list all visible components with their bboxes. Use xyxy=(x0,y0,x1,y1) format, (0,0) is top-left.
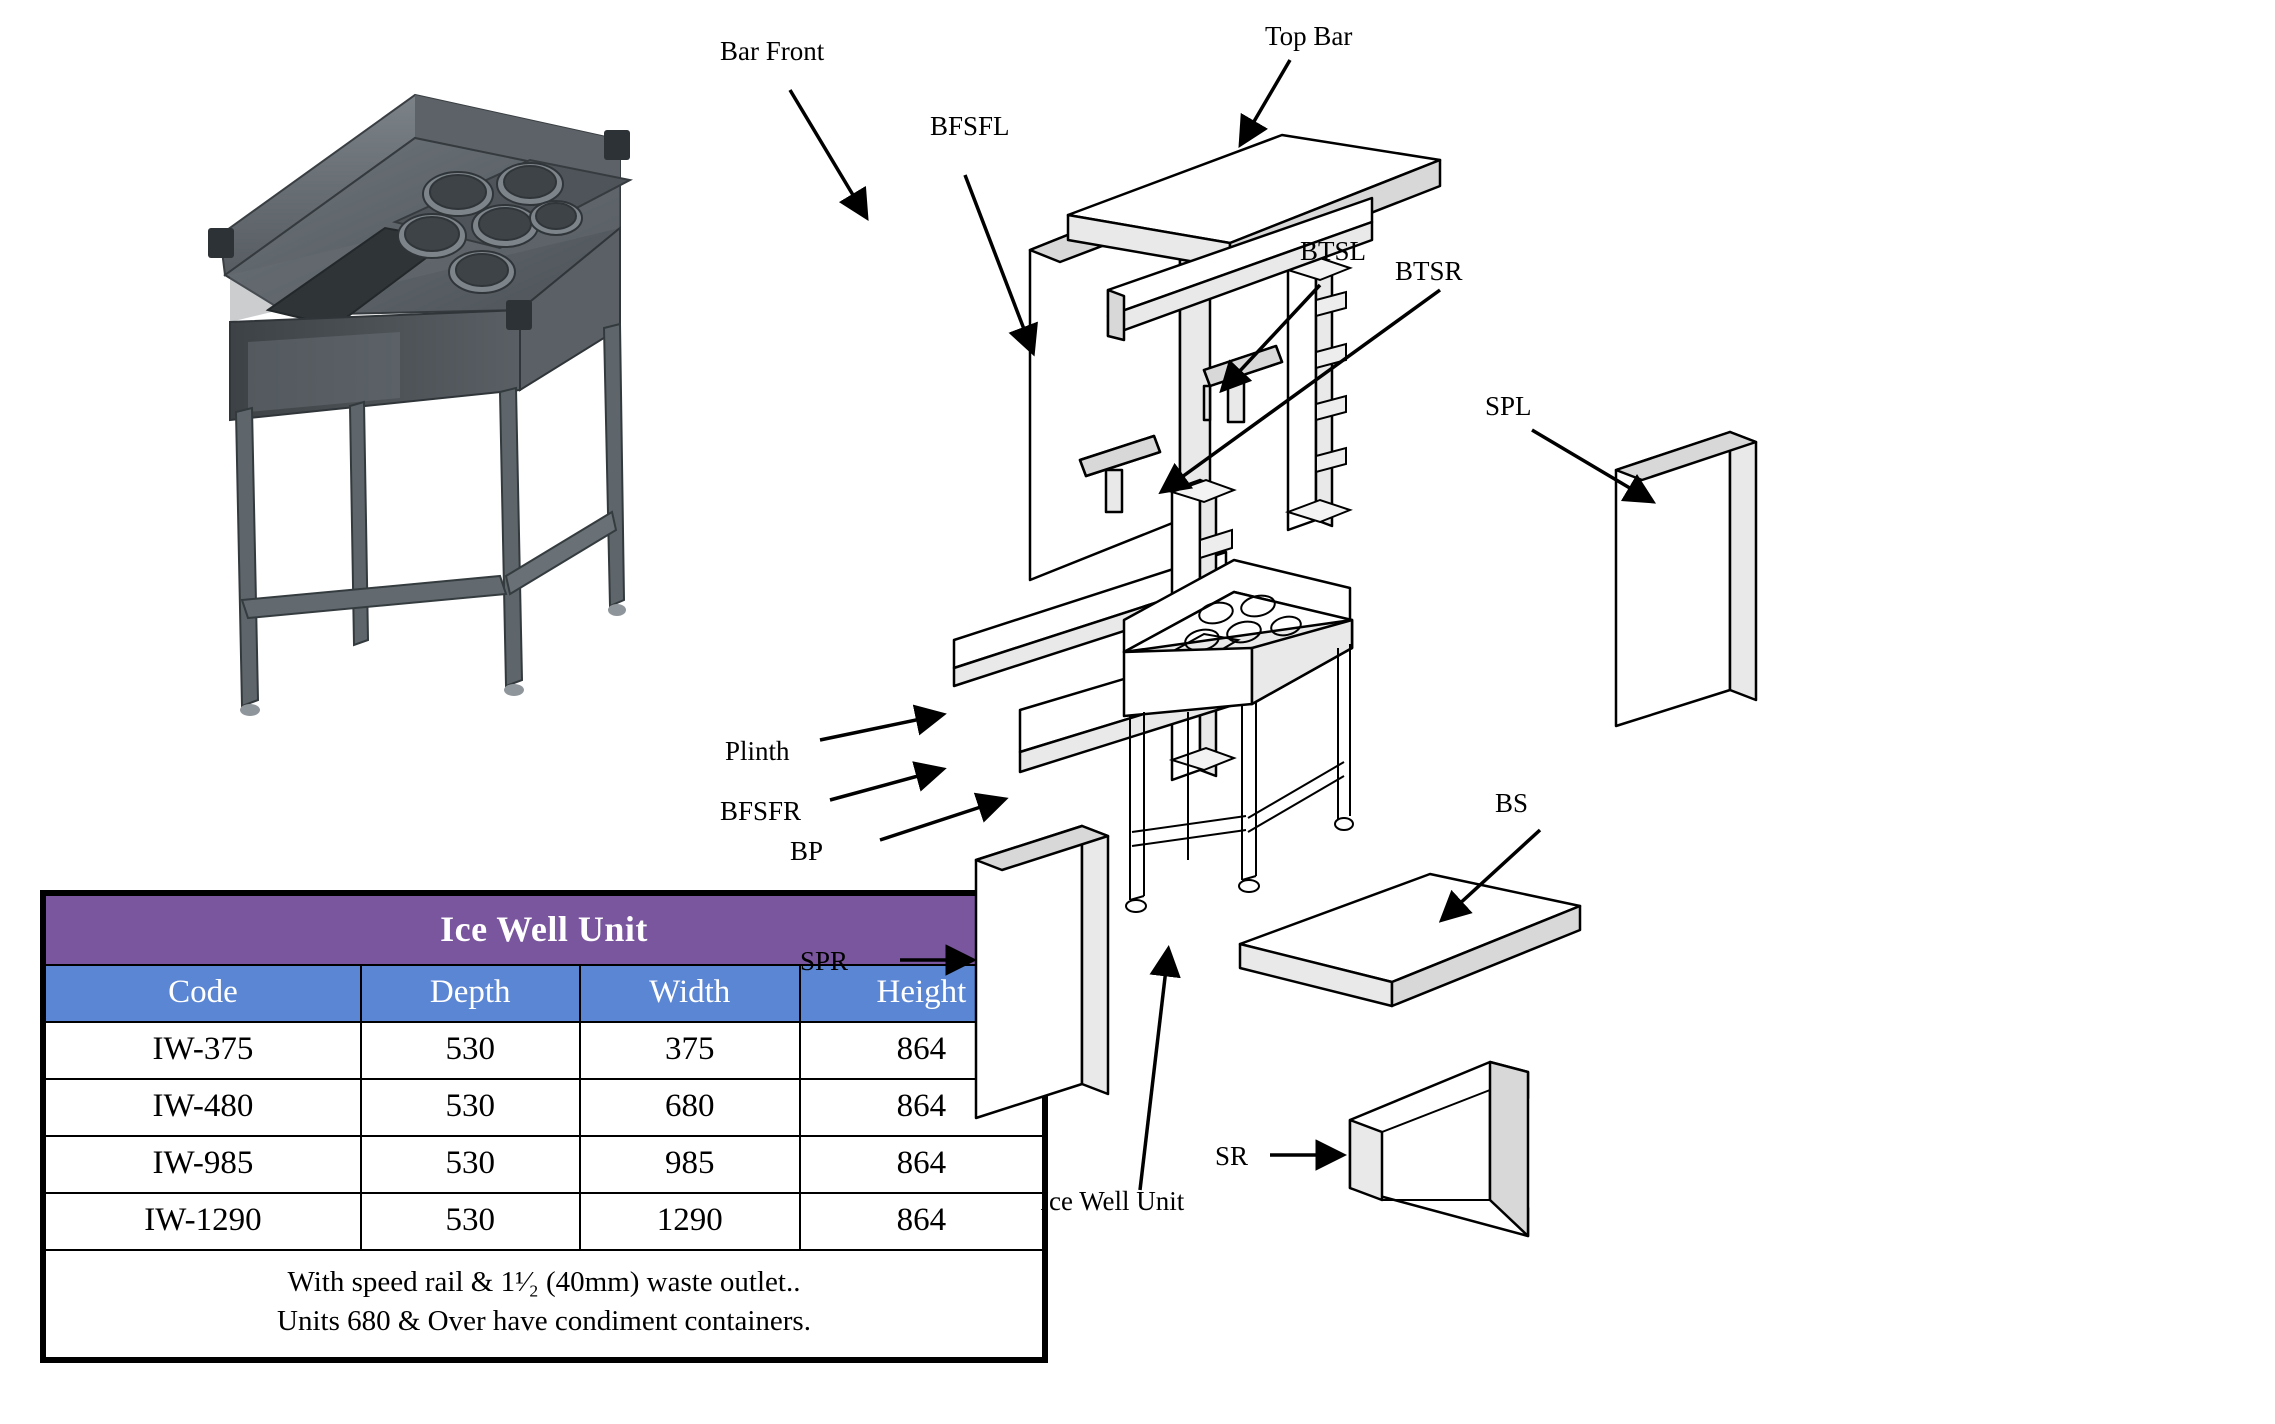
column-header-code: Code xyxy=(45,965,361,1022)
cell-height: 864 xyxy=(800,1193,1043,1250)
label-spl: SPL xyxy=(1485,391,1532,421)
label-bfsfr: BFSFR xyxy=(720,796,802,826)
label-btsr: BTSR xyxy=(1395,256,1463,286)
column-header-height: Height xyxy=(800,965,1043,1022)
cell-height: 864 xyxy=(800,1079,1043,1136)
cell-code: IW-375 xyxy=(45,1022,361,1079)
column-header-depth: Depth xyxy=(361,965,580,1022)
table-note xyxy=(45,1250,1043,1358)
table-note-line2: Units 680 & Over have condiment containers. xyxy=(277,1305,811,1338)
spec-table xyxy=(40,890,1048,1363)
label-sr: SR xyxy=(1215,1141,1249,1171)
cell-width: 375 xyxy=(580,1022,800,1079)
label-top-bar: Top Bar xyxy=(1265,21,1353,51)
table-row xyxy=(45,1079,1043,1136)
table-note-line1: With speed rail & 1¹⁄₂ (40mm) waste outlet.. xyxy=(287,1266,801,1298)
cell-width: 985 xyxy=(580,1136,800,1193)
cell-depth: 530 xyxy=(361,1022,580,1079)
part-spl xyxy=(1616,432,1756,726)
column-header-width: Width xyxy=(580,965,800,1022)
label-bfsfl: BFSFL xyxy=(930,111,1010,141)
label-ice-well-unit: Ice Well Unit xyxy=(1040,1186,1185,1216)
label-bar-front: Bar Front xyxy=(720,36,825,66)
cell-depth: 530 xyxy=(361,1136,580,1193)
label-plinth: Plinth xyxy=(725,736,790,766)
cell-depth: 530 xyxy=(361,1193,580,1250)
cell-code: IW-985 xyxy=(45,1136,361,1193)
label-bp: BP xyxy=(790,836,824,866)
part-bs xyxy=(1240,874,1580,1006)
cell-depth: 530 xyxy=(361,1079,580,1136)
part-sr xyxy=(1350,1062,1528,1236)
table-title: Ice Well Unit xyxy=(45,895,1043,965)
label-btsl: BTSL xyxy=(1300,236,1367,266)
part-btsl xyxy=(1204,346,1282,422)
part-spr xyxy=(976,826,1108,1118)
table-row xyxy=(45,1136,1043,1193)
label-bs: BS xyxy=(1495,788,1529,818)
label-spr: SPR xyxy=(800,946,849,976)
table-row xyxy=(45,1193,1043,1250)
cell-code: IW-1290 xyxy=(45,1193,361,1250)
cell-height: 864 xyxy=(800,1022,1043,1079)
cell-width: 680 xyxy=(580,1079,800,1136)
table-row xyxy=(45,1022,1043,1079)
cell-height: 864 xyxy=(800,1136,1043,1193)
cell-width: 1290 xyxy=(580,1193,800,1250)
part-ice-well-unit xyxy=(1124,560,1353,912)
cell-code: IW-480 xyxy=(45,1079,361,1136)
